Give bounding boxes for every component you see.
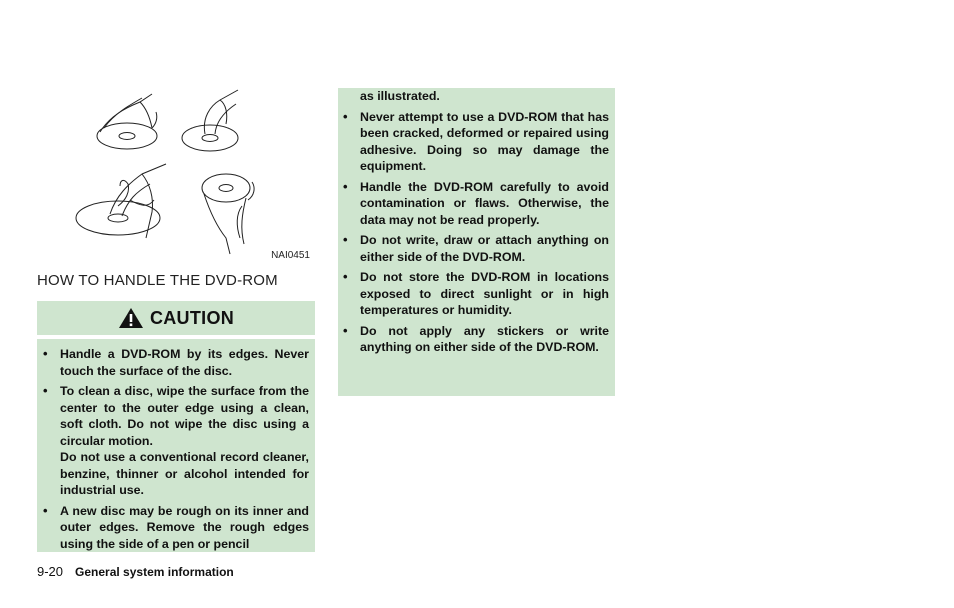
figure-id: NAI0451	[271, 250, 310, 261]
caution-item: • Do not write, draw or attach anything on either side of the DVD-ROM.	[360, 232, 609, 265]
caution-item: • Handle a DVD-ROM by its edges. Never touch the surface of the disc.	[60, 346, 309, 379]
caution-item: • A new disc may be rough on its inner and outer edges. Remove the rough edges using the side of a pen or pencil	[60, 503, 309, 553]
disc-handling-illustration	[70, 88, 314, 256]
caution-continuation: as illustrated.	[360, 89, 440, 103]
caution-box-left	[37, 339, 315, 552]
warning-triangle-icon	[118, 307, 144, 329]
section-heading: HOW TO HANDLE THE DVD-ROM	[37, 272, 278, 289]
caution-item: • To clean a disc, wipe the surface from the center to the outer edge using a clean, soft cloth. Do not wipe the disc using a circular motion. Do not use a conventional record cleaner, benzine, thinner or alcohol intended for industrial use.	[60, 383, 309, 499]
caution-box-right	[338, 88, 615, 396]
caution-item: • Handle the DVD-ROM carefully to avoid contamination or flaws. Otherwise, the data may not be read properly.	[360, 179, 609, 229]
footer-section: General system information	[75, 565, 234, 579]
caution-item: • Do not store the DVD-ROM in locations exposed to direct sunlight or in high temperatures or humidity.	[360, 269, 609, 319]
caution-item: • Do not apply any stickers or write anything on either side of the DVD-ROM.	[360, 323, 609, 356]
page-footer	[37, 564, 234, 579]
page-number: 9-20	[37, 564, 64, 579]
caution-item: • Never attempt to use a DVD-ROM that has been cracked, deformed or repaired using adhesive. Doing so may damage the equipment.	[360, 109, 609, 175]
caution-banner	[37, 301, 315, 335]
caution-label: CAUTION	[149, 307, 235, 328]
